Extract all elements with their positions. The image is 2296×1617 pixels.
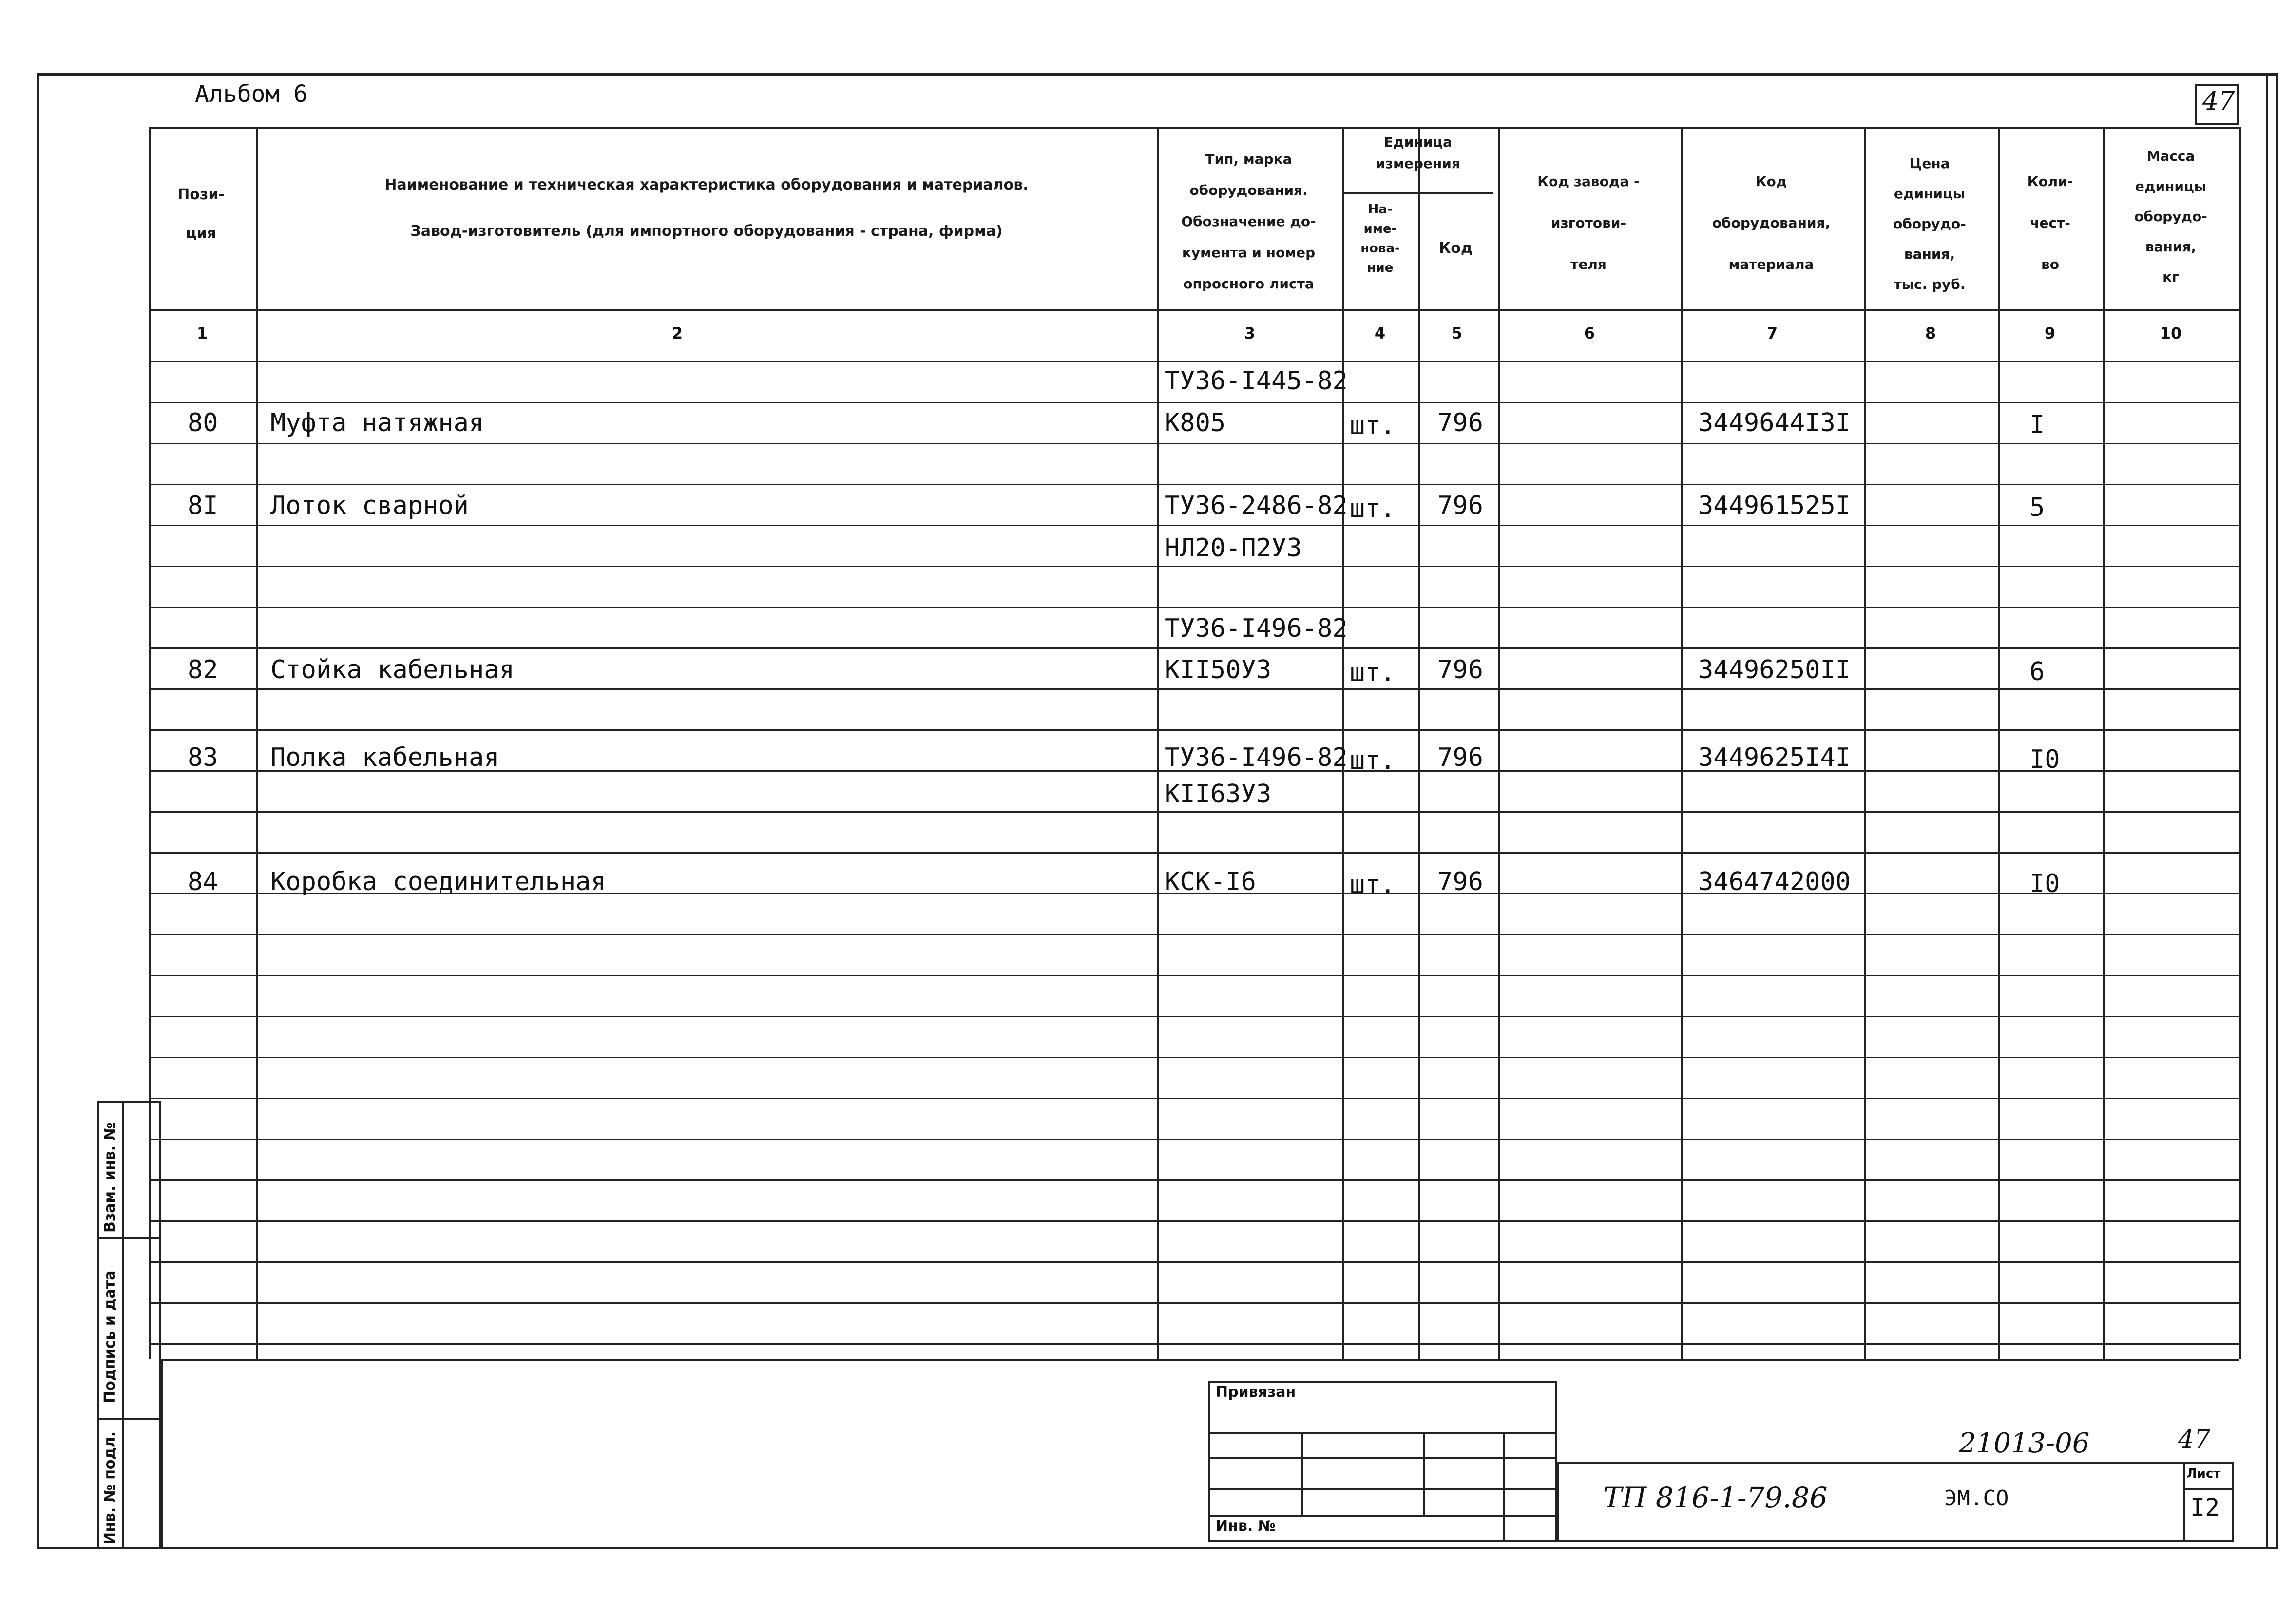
row-name: Коробка соединительная xyxy=(270,867,606,896)
side-label-inv-podl: Инв. № подл. xyxy=(101,1431,118,1544)
row-rule xyxy=(149,1261,2239,1263)
row-unit: шт. xyxy=(1350,411,1396,440)
column-rule-6 xyxy=(1681,127,1683,1359)
row-rule xyxy=(149,934,2239,935)
row-rule xyxy=(149,1179,2239,1181)
column-number: 2 xyxy=(671,324,683,342)
row-unit-code: 796 xyxy=(1437,867,1483,896)
header-factory-code: Код завода - изготови- теля xyxy=(1537,173,1640,272)
row-rule xyxy=(149,566,2239,567)
row-type: ТУ36-I496-82 xyxy=(1165,614,1348,643)
column-number: 5 xyxy=(1451,324,1463,342)
row-rule xyxy=(149,729,2239,731)
row-rule xyxy=(149,1343,2239,1345)
row-position: 82 xyxy=(188,655,218,685)
row-rule xyxy=(149,607,2239,608)
row-material-code: 3464742000 xyxy=(1698,867,1851,896)
page-number-bottom: 47 xyxy=(2178,1425,2211,1454)
table-top-rule xyxy=(149,127,2239,129)
row-unit-code: 796 xyxy=(1437,743,1483,772)
row-rule xyxy=(149,484,2239,485)
privyazan-col-1 xyxy=(1301,1432,1303,1515)
row-material-code: 3449625I4I xyxy=(1698,743,1851,772)
row-name: Стойка кабельная xyxy=(270,655,515,685)
side-stamp-rule-2 xyxy=(97,1418,161,1420)
row-type: НЛ20-П2УЗ xyxy=(1165,533,1302,563)
row-quantity: I0 xyxy=(2029,869,2060,898)
row-unit-code: 796 xyxy=(1437,655,1483,685)
row-quantity: 6 xyxy=(2029,657,2045,686)
row-unit: шт. xyxy=(1350,870,1396,899)
sheet-box-rule xyxy=(2183,1488,2234,1490)
row-position: 83 xyxy=(188,743,218,772)
doc-suffix: ЭМ.СО xyxy=(1944,1486,2009,1511)
row-rule xyxy=(149,525,2239,526)
column-rule-4 xyxy=(1418,127,1420,1359)
inv-no-label: Инв. № xyxy=(1216,1518,1276,1535)
column-number: 6 xyxy=(1584,324,1595,342)
row-rule xyxy=(149,1016,2239,1017)
row-rule xyxy=(149,1302,2239,1304)
row-unit: шт. xyxy=(1350,494,1396,523)
column-number: 8 xyxy=(1925,324,1936,342)
row-type: КII50УЗ xyxy=(1165,655,1272,685)
row-unit: шт. xyxy=(1350,746,1396,775)
privyazan-col-2 xyxy=(1423,1432,1425,1515)
header-mass: Масса единицы оборудо- вания, кг xyxy=(2134,148,2207,285)
row-name: Муфта натяжная xyxy=(270,408,484,438)
page-number-top: 47 xyxy=(2202,87,2235,116)
header-type: Тип, марка оборудования. Обозначение до- кумента и номер опросного листа xyxy=(1181,151,1316,292)
side-label-podpis: Подпись и дата xyxy=(101,1270,118,1403)
column-rule-7 xyxy=(1864,127,1866,1359)
row-rule xyxy=(149,688,2239,690)
column-number: 4 xyxy=(1374,324,1386,342)
header-name-line1: Наименование и техническая характеристика оборудования и материалов. xyxy=(384,176,1029,193)
column-number: 3 xyxy=(1244,324,1256,342)
row-type: ТУ36-I445-82 xyxy=(1165,366,1348,396)
privyazan-col-3 xyxy=(1503,1432,1505,1542)
column-rule-2 xyxy=(1157,127,1159,1359)
sheet-label: Лист xyxy=(2186,1466,2221,1481)
row-type: ТУ36-I496-82 xyxy=(1165,743,1348,772)
row-rule xyxy=(149,811,2239,813)
row-quantity: I0 xyxy=(2029,745,2060,774)
side-label-vzam: Взам. инв. № xyxy=(101,1122,118,1233)
row-type: КII63УЗ xyxy=(1165,780,1272,809)
privyazan-label: Привязан xyxy=(1216,1384,1296,1401)
lower-left-rule xyxy=(161,1359,163,1549)
side-stamp-rule-1 xyxy=(97,1237,161,1239)
header-bottom-rule xyxy=(149,309,2239,311)
column-number: 7 xyxy=(1766,324,1778,342)
header-price: Цена единицы оборудо- вания, тыс. руб. xyxy=(1893,155,1966,292)
row-type: К805 xyxy=(1165,408,1226,438)
row-unit-code: 796 xyxy=(1437,491,1483,520)
colnum-bottom-rule xyxy=(149,361,2239,362)
column-rule-8 xyxy=(1998,127,2000,1359)
column-rule-10 xyxy=(2239,127,2241,1359)
row-rule xyxy=(149,1098,2239,1099)
header-unit-code: Код xyxy=(1438,240,1473,257)
row-rule xyxy=(149,1220,2239,1222)
row-position: 80 xyxy=(188,408,218,438)
row-rule xyxy=(149,1139,2239,1140)
side-stamp-divider xyxy=(122,1101,124,1549)
row-name: Полка кабельная xyxy=(270,743,499,772)
header-unit-group: Единица измерения xyxy=(1376,134,1460,171)
sheet-number: I2 xyxy=(2190,1493,2220,1522)
row-material-code: 34496250II xyxy=(1698,655,1851,685)
header-unit-name: На- име- нова- ние xyxy=(1360,202,1400,275)
column-number: 10 xyxy=(2160,324,2182,342)
row-rule xyxy=(149,443,2239,444)
row-position: 8I xyxy=(188,491,218,520)
column-number: 9 xyxy=(2044,324,2056,342)
row-material-code: 344961525I xyxy=(1698,491,1851,520)
row-name: Лоток сварной xyxy=(270,491,469,520)
header-position: Пози- ция xyxy=(177,186,225,242)
column-rule-9 xyxy=(2103,127,2105,1359)
row-type: ТУ36-2486-82 xyxy=(1165,491,1348,520)
row-rule xyxy=(149,402,2239,403)
column-number: 1 xyxy=(196,324,208,342)
header-name-line2: Завод-изготовитель (для импортного оборудования - страна, фирма) xyxy=(410,223,1003,240)
doc-code-text: ТП 816-1-79.86 xyxy=(1603,1481,1828,1514)
row-material-code: 3449644I3I xyxy=(1698,408,1851,438)
row-quantity: I xyxy=(2029,410,2045,439)
row-position: 84 xyxy=(188,867,218,896)
table-bottom-rule xyxy=(161,1359,2239,1361)
header-material-code: Код оборудования, материала xyxy=(1712,173,1831,272)
header-quantity: Коли- чест- во xyxy=(2027,173,2073,272)
row-rule xyxy=(149,647,2239,649)
binding-edge xyxy=(2266,73,2268,1549)
row-rule xyxy=(149,1057,2239,1058)
row-rule xyxy=(149,975,2239,976)
row-quantity: 5 xyxy=(2029,493,2045,522)
row-rule xyxy=(149,852,2239,854)
order-number: 21013-06 xyxy=(1959,1427,2090,1459)
row-unit-code: 796 xyxy=(1437,408,1483,438)
doc-code xyxy=(1603,1481,1828,1514)
album-label: Альбом 6 xyxy=(195,80,308,108)
column-rule-5 xyxy=(1498,127,1500,1359)
row-type: КСК-I6 xyxy=(1165,867,1256,896)
row-unit: шт. xyxy=(1350,658,1396,687)
column-rule-1 xyxy=(256,127,258,1359)
sheet-box-divider xyxy=(2183,1462,2185,1542)
